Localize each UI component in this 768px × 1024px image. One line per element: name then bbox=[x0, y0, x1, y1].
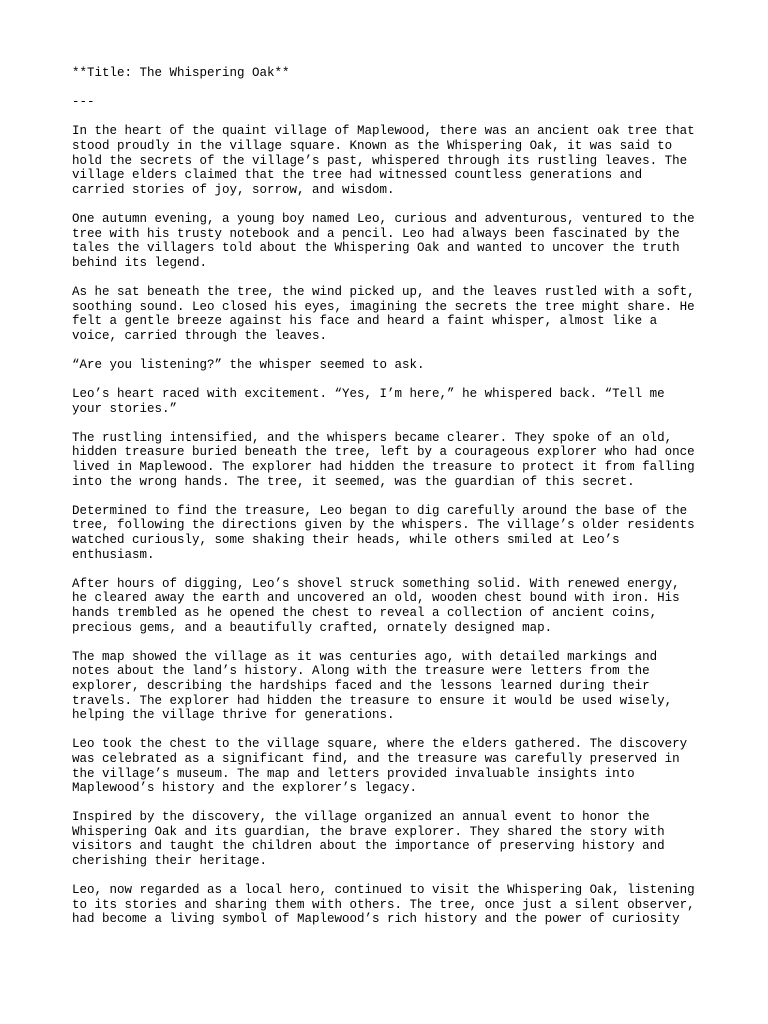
paragraph-line: had become a living symbol of Maplewood’s rich history and the power of curiosity bbox=[72, 912, 680, 927]
paragraph bbox=[72, 358, 708, 373]
paragraph-line: travels. The explorer had hidden the treasure to ensure it would be used wisely, bbox=[72, 693, 673, 708]
paragraph bbox=[72, 212, 708, 270]
paragraph bbox=[72, 810, 708, 868]
paragraph-line: cherishing their heritage. bbox=[72, 854, 268, 869]
paragraph-line: to its stories and sharing them with others. The tree, once just a silent observer, bbox=[72, 897, 695, 912]
paragraph bbox=[72, 431, 708, 489]
section-divider: --- bbox=[72, 95, 95, 110]
paragraph-line: One autumn evening, a young boy named Leo, curious and adventurous, ventured to the bbox=[72, 211, 695, 226]
paragraph-line: stood proudly in the village square. Known as the Whispering Oak, it was said to bbox=[72, 138, 673, 153]
paragraph-line: carried stories of joy, sorrow, and wisdom. bbox=[72, 182, 395, 197]
paragraph-line: felt a gentle breeze against his face and heard a faint whisper, almost like a bbox=[72, 314, 658, 329]
paragraph-line: tree, following the directions given by the whispers. The village’s older residents bbox=[72, 518, 695, 533]
document-body bbox=[72, 124, 708, 927]
paragraph-line: Leo’s heart raced with excitement. “Yes, I’m here,” he whispered back. “Tell me bbox=[72, 387, 665, 402]
paragraph-line: the village’s museum. The map and letters provided invaluable insights into bbox=[72, 766, 635, 781]
paragraph-line: Whispering Oak and its guardian, the brave explorer. They shared the story with bbox=[72, 824, 665, 839]
paragraph-line: Inspired by the discovery, the village organized an annual event to honor the bbox=[72, 810, 650, 825]
paragraph bbox=[72, 124, 708, 197]
paragraph-line: was celebrated as a significant find, and the treasure was carefully preserved in bbox=[72, 751, 680, 766]
paragraph bbox=[72, 285, 708, 343]
paragraph bbox=[72, 650, 708, 723]
paragraph-line: hidden treasure buried beneath the tree, left by a courageous explorer who had once bbox=[72, 445, 695, 460]
paragraph-line: behind its legend. bbox=[72, 255, 208, 270]
paragraph-line: visitors and taught the children about the importance of preserving history and bbox=[72, 839, 665, 854]
paragraph bbox=[72, 737, 708, 795]
paragraph-line: he cleared away the earth and uncovered an old, wooden chest bound with iron. His bbox=[72, 591, 680, 606]
paragraph-line: watched curiously, some shaking their heads, while others smiled at Leo’s bbox=[72, 533, 620, 547]
paragraph-line: enthusiasm. bbox=[72, 547, 155, 562]
paragraph bbox=[72, 577, 708, 635]
paragraph-line: As he sat beneath the tree, the wind picked up, and the leaves rustled with a soft, bbox=[72, 284, 695, 299]
paragraph-line: precious gems, and a beautifully crafted, ornately designed map. bbox=[72, 620, 553, 635]
paragraph-line: tales the villagers told about the Whispering Oak and wanted to uncover the truth bbox=[72, 241, 680, 256]
paragraph-line: lived in Maplewood. The explorer had hidden the treasure to protect it from falling bbox=[72, 460, 695, 475]
paragraph-line: explorer, describing the hardships faced and the lessons learned during their bbox=[72, 678, 650, 693]
paragraph-line: Determined to find the treasure, Leo began to dig carefully around the base of the bbox=[72, 503, 688, 518]
paragraph-line: village elders claimed that the tree had witnessed countless generations and bbox=[72, 168, 643, 183]
paragraph bbox=[72, 504, 708, 562]
paragraph-line: The rustling intensified, and the whispers became clearer. They spoke of an old, bbox=[72, 430, 673, 445]
paragraph bbox=[72, 883, 708, 927]
paragraph-line: notes about the land’s history. Along with the treasure were letters from the bbox=[72, 664, 650, 679]
paragraph-line: Leo took the chest to the village square, where the elders gathered. The discovery bbox=[72, 737, 688, 752]
paragraph-line: “Are you listening?” the whisper seemed to ask. bbox=[72, 357, 425, 372]
paragraph-line: After hours of digging, Leo’s shovel struck something solid. With renewed energy, bbox=[72, 576, 680, 591]
paragraph-line: tree with his trusty notebook and a pencil. Leo had always been fascinated by the bbox=[72, 226, 680, 241]
paragraph-line: helping the village thrive for generations. bbox=[72, 708, 395, 723]
paragraph-line: your stories.” bbox=[72, 401, 178, 416]
paragraph-line: The map showed the village as it was centuries ago, with detailed markings and bbox=[72, 649, 658, 664]
document-title: **Title: The Whispering Oak** bbox=[72, 66, 290, 80]
paragraph bbox=[72, 387, 708, 416]
paragraph-line: Leo, now regarded as a local hero, continued to visit the Whispering Oak, listening bbox=[72, 883, 695, 898]
paragraph-line: into the wrong hands. The tree, it seemed, was the guardian of this secret. bbox=[72, 474, 635, 489]
paragraph-line: In the heart of the quaint village of Maplewood, there was an ancient oak tree that bbox=[72, 124, 695, 139]
paragraph-line: hands trembled as he opened the chest to reveal a collection of ancient coins, bbox=[72, 605, 658, 620]
paragraph-line: Maplewood’s history and the explorer’s legacy. bbox=[72, 781, 418, 796]
paragraph-line: soothing sound. Leo closed his eyes, imagining the secrets the tree might share. He bbox=[72, 299, 695, 314]
paragraph-line: hold the secrets of the village’s past, whispered through its rustling leaves. The bbox=[72, 153, 688, 168]
paragraph-line: voice, carried through the leaves. bbox=[72, 328, 328, 343]
